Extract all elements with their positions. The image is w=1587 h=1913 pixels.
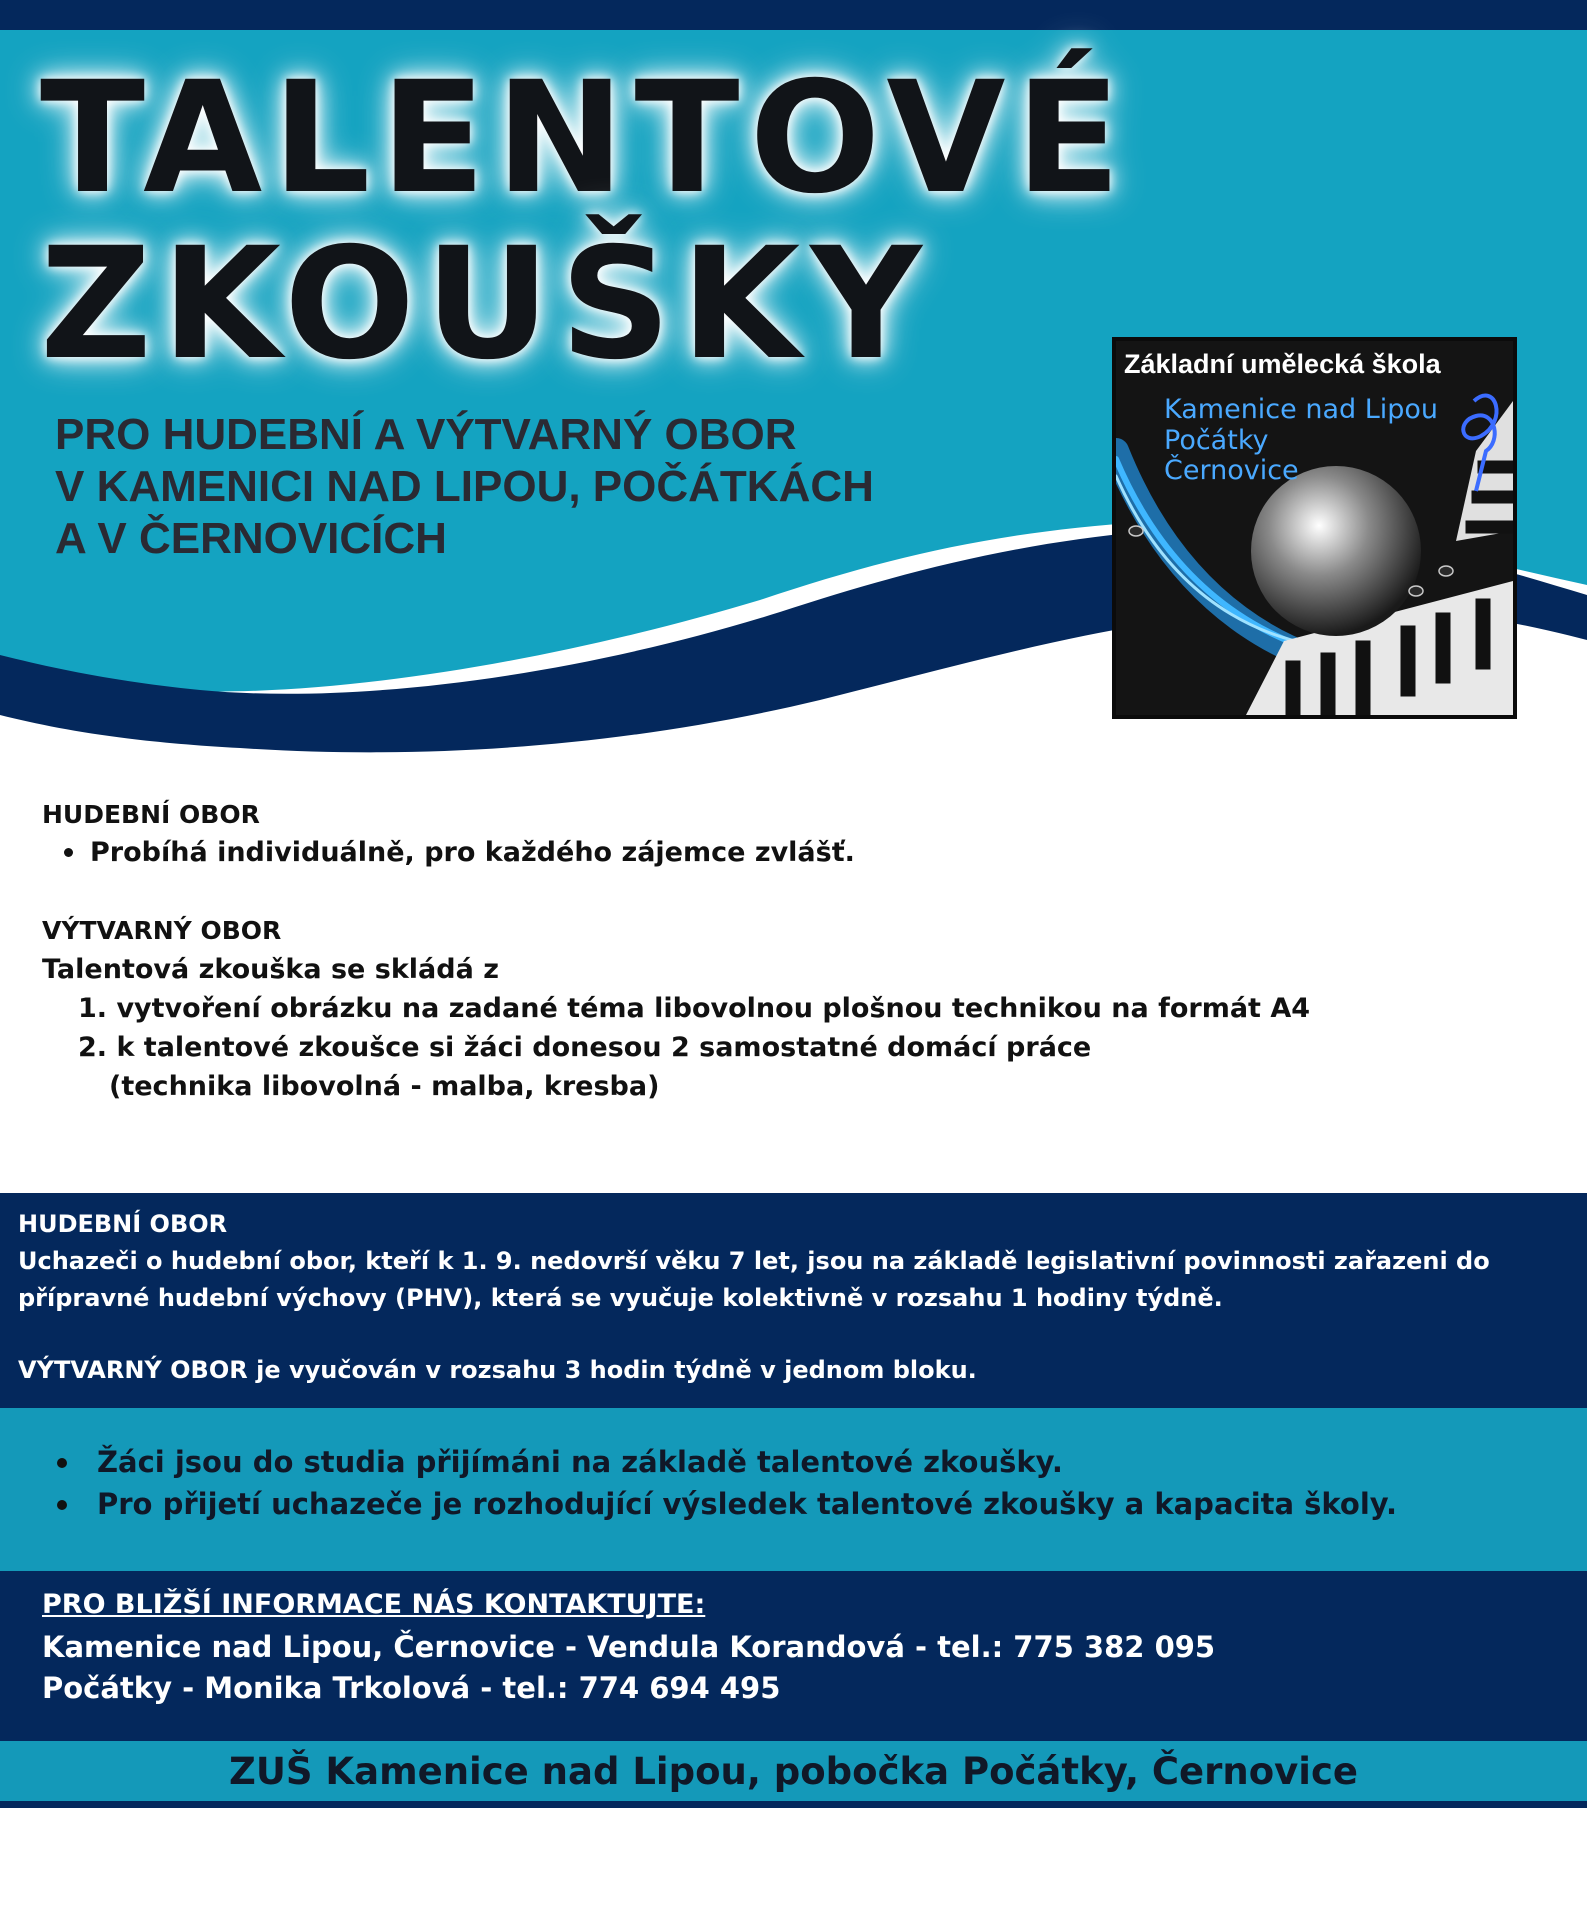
music-exam-bullet: Probíhá individuálně, pro každého zájemce zvlášť. — [90, 837, 855, 868]
contact-band — [0, 1571, 1587, 1741]
info-art-label: VÝTVARNÝ OBOR — [18, 1356, 248, 1384]
poster-title-line1: TALENTOVÉ — [40, 49, 1131, 228]
logo-town: Počátky — [1164, 425, 1269, 456]
logo-town: Kamenice nad Lipou — [1164, 394, 1439, 425]
school-logo — [1112, 337, 1517, 719]
info-music-text: Uchazeči o hudební obor, kteří k 1. 9. nedovrší věku 7 let, jsou na základě legislativní povinnosti zařazeni do — [18, 1247, 1490, 1275]
logo-town: Černovice — [1164, 455, 1299, 486]
contact-line: Kamenice nad Lipou, Černovice - Vendula Korandová - tel.: 775 382 095 — [42, 1630, 1216, 1664]
contact-heading: PRO BLIŽŠÍ INFORMACE NÁS KONTAKTUJTE: — [42, 1589, 706, 1620]
art-section-heading: VÝTVARNÝ OBOR — [42, 916, 282, 945]
info-art-detail: je vyučován v rozsahu 3 hodin týdně v jednom bloku. — [247, 1356, 977, 1384]
bullet-dot — [57, 1500, 67, 1510]
info-music-text: přípravné hudební výchovy (PHV), která se vyučuje kolektivně v rozsahu 1 hodiny týdně. — [18, 1284, 1223, 1312]
art-exam-item-continuation: (technika libovolná - malba, kresba) — [109, 1071, 660, 1102]
footer-band — [0, 1741, 1587, 1808]
logo-school-name: Základní umělecká škola — [1124, 349, 1441, 379]
bullet-dot — [64, 848, 73, 857]
music-section-heading: HUDEBNÍ OBOR — [42, 800, 260, 829]
art-exam-item: 1. vytvoření obrázku na zadané téma libovolnou plošnou technikou na formát A4 — [78, 993, 1311, 1024]
admission-bullet: Pro přijetí uchazeče je rozhodující výsledek talentové zkoušky a kapacita školy. — [97, 1487, 1398, 1521]
subtitle-line: V KAMENICI NAD LIPOU, POČÁTKÁCH — [55, 462, 874, 511]
contact-line: Počátky - Monika Trkolová - tel.: 774 694 495 — [42, 1671, 781, 1705]
bullet-dot — [57, 1458, 67, 1468]
admission-band — [0, 1408, 1587, 1571]
info-band — [0, 1193, 1587, 1408]
footer-school-name: ZUŠ Kamenice nad Lipou, pobočka Počátky, Černovice — [229, 1750, 1358, 1793]
info-music-heading: HUDEBNÍ OBOR — [18, 1210, 228, 1238]
poster-title-line2: ZKOUŠKY — [40, 215, 932, 394]
art-exam-intro: Talentová zkouška se skládá z — [42, 954, 499, 985]
admission-bullet: Žáci jsou do studia přijímáni na základě talentové zkoušky. — [97, 1445, 1063, 1479]
info-art-text — [18, 1358, 977, 1382]
art-exam-item: 2. k talentové zkoušce si žáci donesou 2 samostatné domácí práce — [78, 1032, 1092, 1063]
subtitle-line: PRO HUDEBNÍ A VÝTVARNÝ OBOR — [55, 410, 797, 459]
subtitle-line: A V ČERNOVICÍCH — [55, 514, 447, 563]
